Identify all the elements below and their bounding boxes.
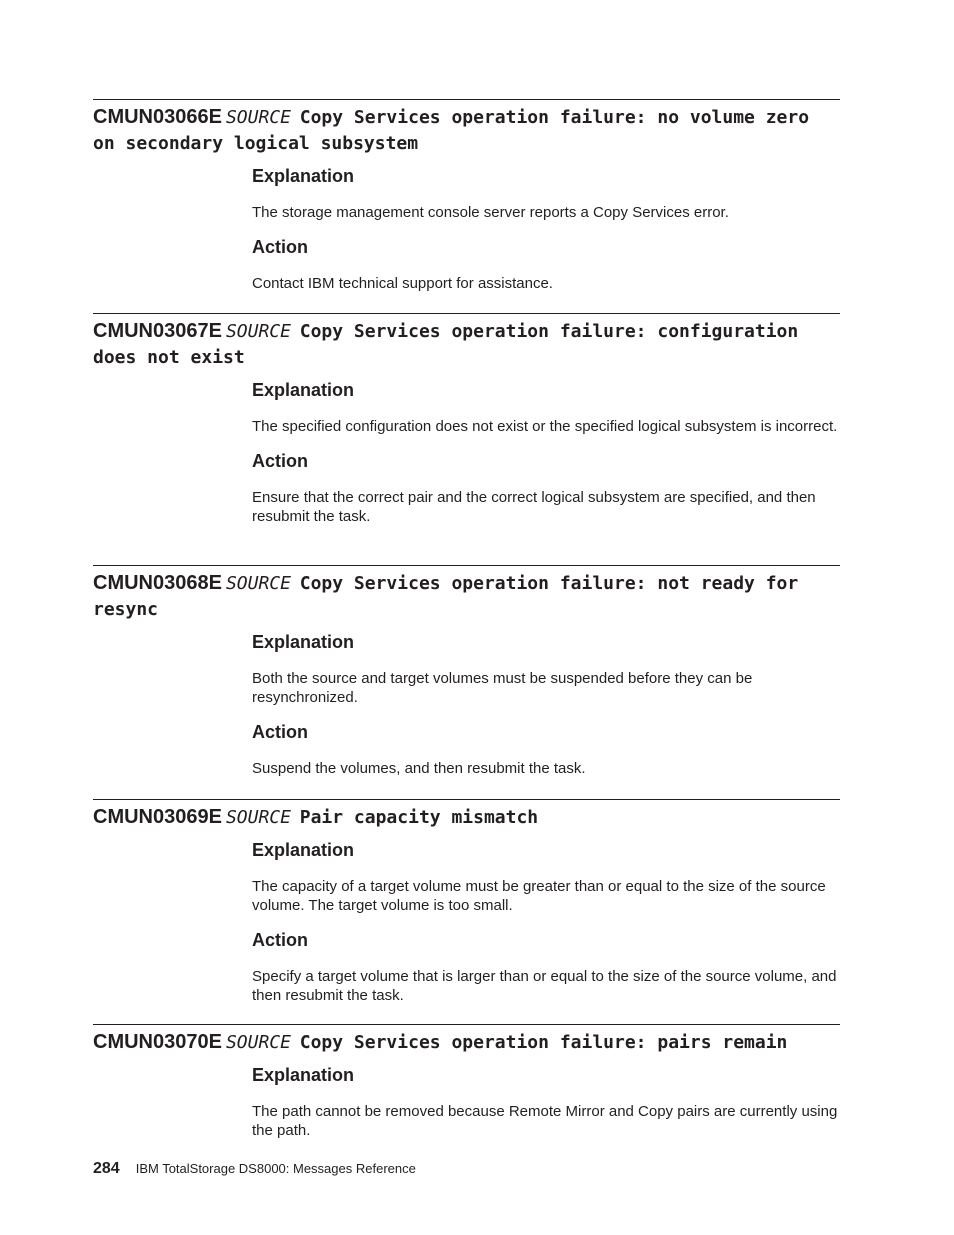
explanation-section: [252, 839, 842, 915]
action-heading: Action: [252, 930, 308, 950]
explanation-section: [252, 379, 842, 436]
explanation-heading: Explanation: [252, 166, 355, 186]
page-footer: [93, 1160, 416, 1178]
message-text: Copy Services operation failure: not ready for resync: [93, 573, 799, 620]
book-title: IBM TotalStorage DS8000: Messages Reference: [135, 1161, 416, 1176]
action-section: [252, 236, 842, 293]
message-title: [93, 314, 840, 371]
message-text: Pair capacity mismatch: [299, 807, 539, 828]
explanation-section: [252, 165, 842, 222]
message-variable: SOURCE: [225, 1032, 291, 1053]
message-entry: [93, 799, 840, 1005]
action-heading: Action: [252, 237, 308, 257]
action-heading: Action: [252, 451, 308, 471]
explanation-heading: Explanation: [252, 840, 355, 860]
action-text: Specify a target volume that is larger than or equal to the size of the source volume, and then resubmit the task.: [252, 968, 837, 1004]
message-id: CMUN03070E: [93, 1031, 222, 1053]
message-entry: [93, 313, 840, 526]
action-text: Ensure that the correct pair and the correct logical subsystem are specified, and then resubmit the task.: [252, 489, 816, 525]
explanation-heading: Explanation: [252, 632, 355, 652]
message-variable: SOURCE: [225, 107, 291, 128]
message-variable: SOURCE: [225, 573, 291, 594]
action-section: [252, 450, 842, 526]
message-title: [93, 566, 840, 623]
explanation-text: Both the source and target volumes must be suspended before they can be resynchronized.: [252, 670, 753, 706]
message-entry: [93, 1024, 840, 1140]
message-variable: SOURCE: [225, 321, 291, 342]
message-id: CMUN03066E: [93, 106, 222, 128]
message-title: [93, 100, 840, 157]
explanation-section: [252, 1064, 842, 1140]
explanation-text: The path cannot be removed because Remote Mirror and Copy pairs are currently using the path.: [252, 1103, 838, 1139]
explanation-heading: Explanation: [252, 1065, 355, 1085]
message-text: Copy Services operation failure: configuration does not exist: [93, 321, 799, 368]
message-id: CMUN03069E: [93, 806, 222, 828]
message-text: Copy Services operation failure: pairs remain: [299, 1032, 788, 1053]
message-title: [93, 800, 840, 831]
message-entry: [93, 565, 840, 778]
message-id: CMUN03067E: [93, 320, 222, 342]
page-number: 284: [93, 1160, 120, 1177]
explanation-text: The specified configuration does not exist or the specified logical subsystem is incorrect.: [252, 418, 838, 435]
message-variable: SOURCE: [225, 807, 291, 828]
explanation-heading: Explanation: [252, 380, 355, 400]
explanation-section: [252, 631, 842, 707]
explanation-text: The storage management console server reports a Copy Services error.: [252, 204, 729, 221]
action-section: [252, 929, 842, 1005]
message-title: [93, 1025, 840, 1056]
message-id: CMUN03068E: [93, 572, 222, 594]
explanation-text: The capacity of a target volume must be greater than or equal to the size of the source volume. The target volume is too small.: [252, 878, 826, 914]
message-entry: [93, 99, 840, 293]
action-text: Contact IBM technical support for assistance.: [252, 275, 553, 292]
message-text: Copy Services operation failure: no volume zero on secondary logical subsystem: [93, 107, 810, 154]
action-text: Suspend the volumes, and then resubmit the task.: [252, 760, 586, 777]
action-section: [252, 721, 842, 778]
action-heading: Action: [252, 722, 308, 742]
